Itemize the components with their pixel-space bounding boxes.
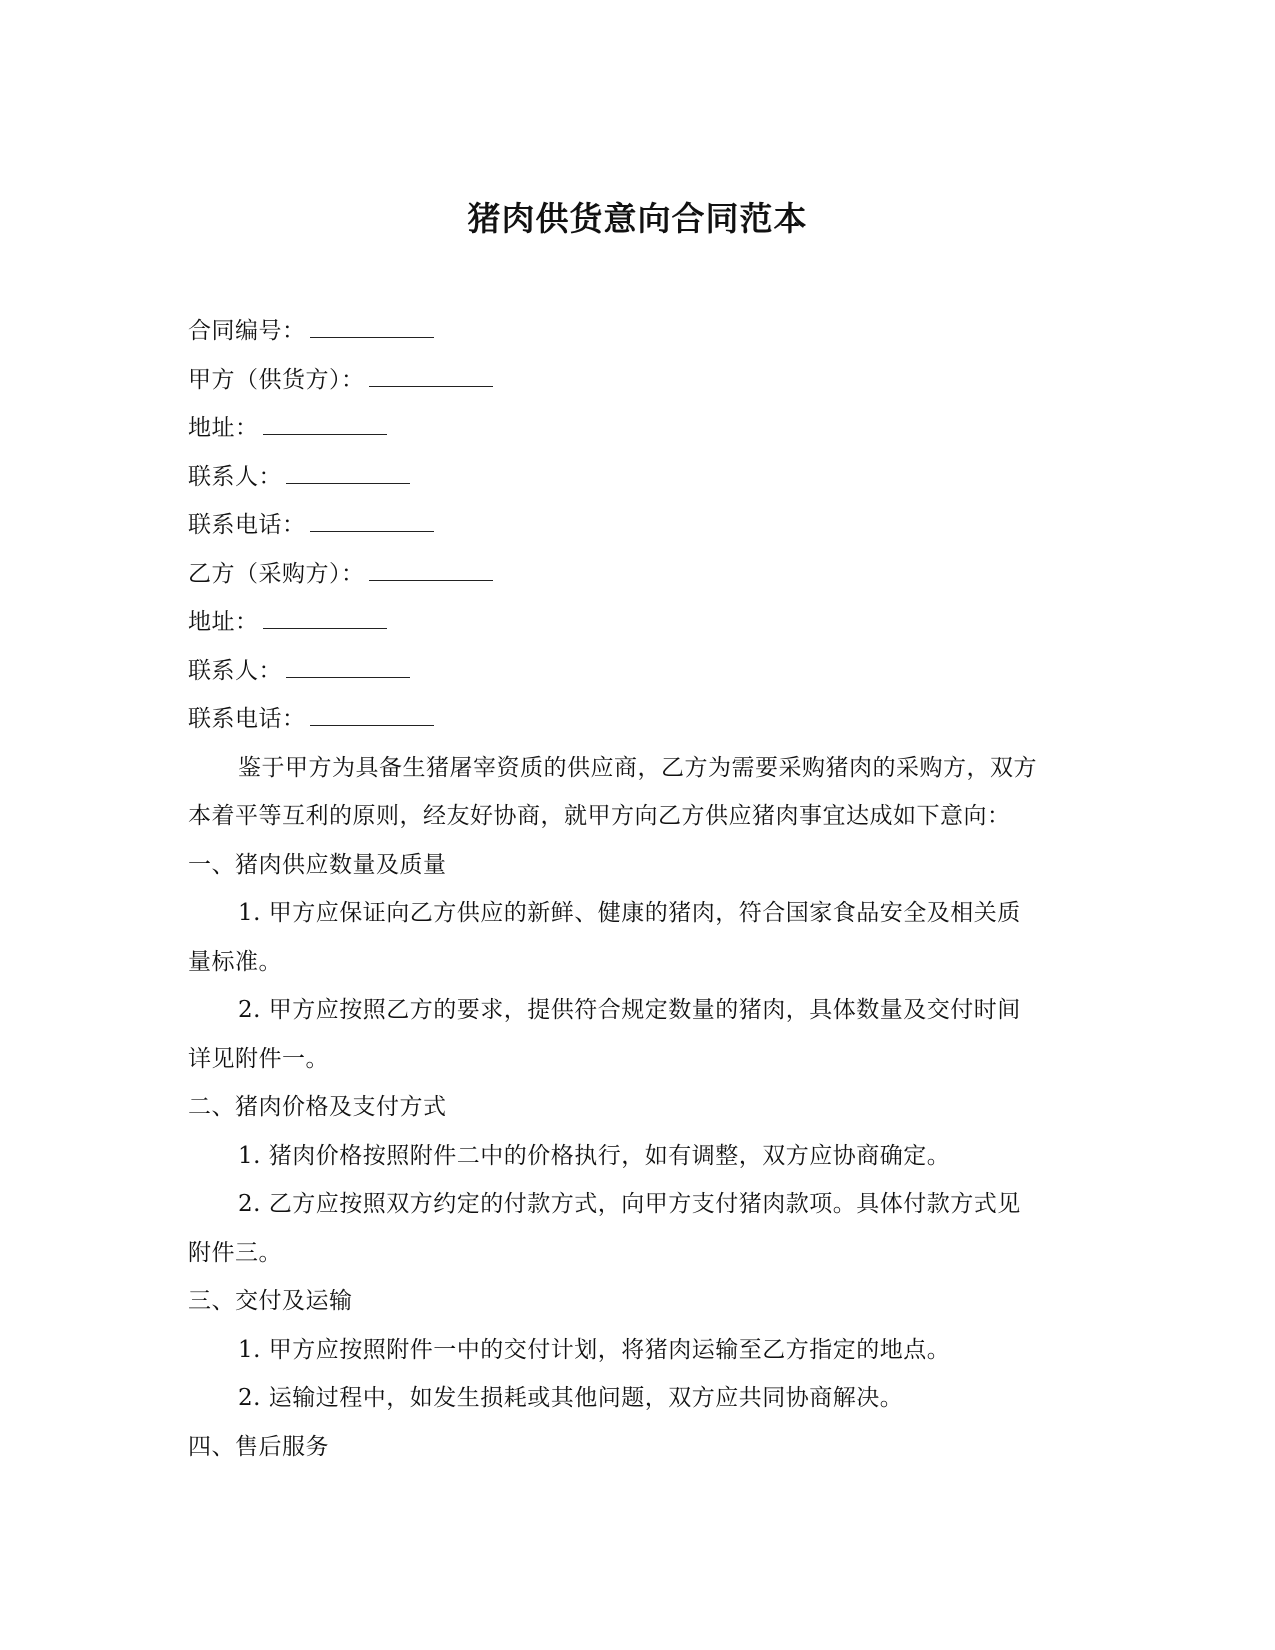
section-1-item-1-line-1: 1. 甲方应保证向乙方供应的新鲜、健康的猪肉，符合国家食品安全及相关质 bbox=[238, 900, 1021, 926]
party-a-phone-field bbox=[188, 501, 1088, 550]
contract-number-label: 合同编号： bbox=[188, 318, 306, 344]
party-a-contact-field bbox=[188, 453, 1088, 502]
party-a-contact-blank bbox=[286, 453, 410, 484]
party-b-contact-blank bbox=[286, 647, 410, 678]
contract-number-field bbox=[188, 307, 1088, 356]
party-b-contact-label: 联系人： bbox=[188, 657, 282, 684]
party-a-address-field bbox=[188, 404, 1088, 453]
section-3-item-2: 2. 运输过程中，如发生损耗或其他问题，双方应共同协商解决。 bbox=[238, 1385, 904, 1411]
preamble-line-1: 鉴于甲方为具备生猪屠宰资质的供应商，乙方为需要采购猪肉的采购方，双方 bbox=[238, 754, 1037, 781]
section-1-heading: 一、猪肉供应数量及质量 bbox=[188, 851, 447, 878]
party-a-label: 甲方（供货方）： bbox=[188, 366, 365, 393]
party-b-phone-label: 联系电话： bbox=[188, 706, 306, 732]
party-b-label: 乙方（采购方）： bbox=[188, 560, 365, 587]
party-a-phone-blank bbox=[310, 501, 434, 532]
section-3-item-1: 1. 甲方应按照附件一中的交付计划，将猪肉运输至乙方指定的地点。 bbox=[238, 1336, 951, 1363]
party-a-address-label: 地址： bbox=[188, 415, 259, 441]
section-2-item-2-line-1: 2. 乙方应按照双方约定的付款方式，向甲方支付猪肉款项。具体付款方式见 bbox=[238, 1191, 1021, 1217]
party-b-phone-blank bbox=[310, 695, 434, 726]
document-body bbox=[188, 307, 1088, 1471]
section-3-heading: 三、交付及运输 bbox=[188, 1288, 353, 1314]
party-b-address-field bbox=[188, 598, 1088, 647]
party-a-field bbox=[188, 356, 1088, 405]
party-a-phone-label: 联系电话： bbox=[188, 512, 306, 538]
party-b-field bbox=[188, 550, 1088, 599]
preamble-line-2: 本着平等互利的原则，经友好协商，就甲方向乙方供应猪肉事宜达成如下意向： bbox=[188, 803, 1011, 829]
section-1-item-2-line-1: 2. 甲方应按照乙方的要求，提供符合规定数量的猪肉，具体数量及交付时间 bbox=[238, 997, 1021, 1023]
party-a-address-blank bbox=[263, 404, 387, 435]
document-title: 猪肉供货意向合同范本 bbox=[467, 199, 808, 238]
party-b-address-blank bbox=[263, 598, 387, 629]
party-b-blank bbox=[369, 550, 493, 581]
party-a-blank bbox=[369, 356, 493, 387]
party-b-phone-field bbox=[188, 695, 1088, 744]
section-1-item-1-line-2: 量标准。 bbox=[188, 948, 282, 975]
party-b-address-label: 地址： bbox=[188, 609, 259, 635]
section-2-item-1: 1. 猪肉价格按照附件二中的价格执行，如有调整，双方应协商确定。 bbox=[238, 1142, 951, 1169]
party-a-contact-label: 联系人： bbox=[188, 463, 282, 490]
section-1-item-2-line-2: 详见附件一。 bbox=[188, 1045, 329, 1072]
section-2-item-2-line-2: 附件三。 bbox=[188, 1239, 282, 1266]
section-2-heading: 二、猪肉价格及支付方式 bbox=[188, 1094, 447, 1120]
party-b-contact-field bbox=[188, 647, 1088, 696]
contract-number-blank bbox=[310, 307, 434, 338]
section-4-heading: 四、售后服务 bbox=[188, 1433, 329, 1460]
